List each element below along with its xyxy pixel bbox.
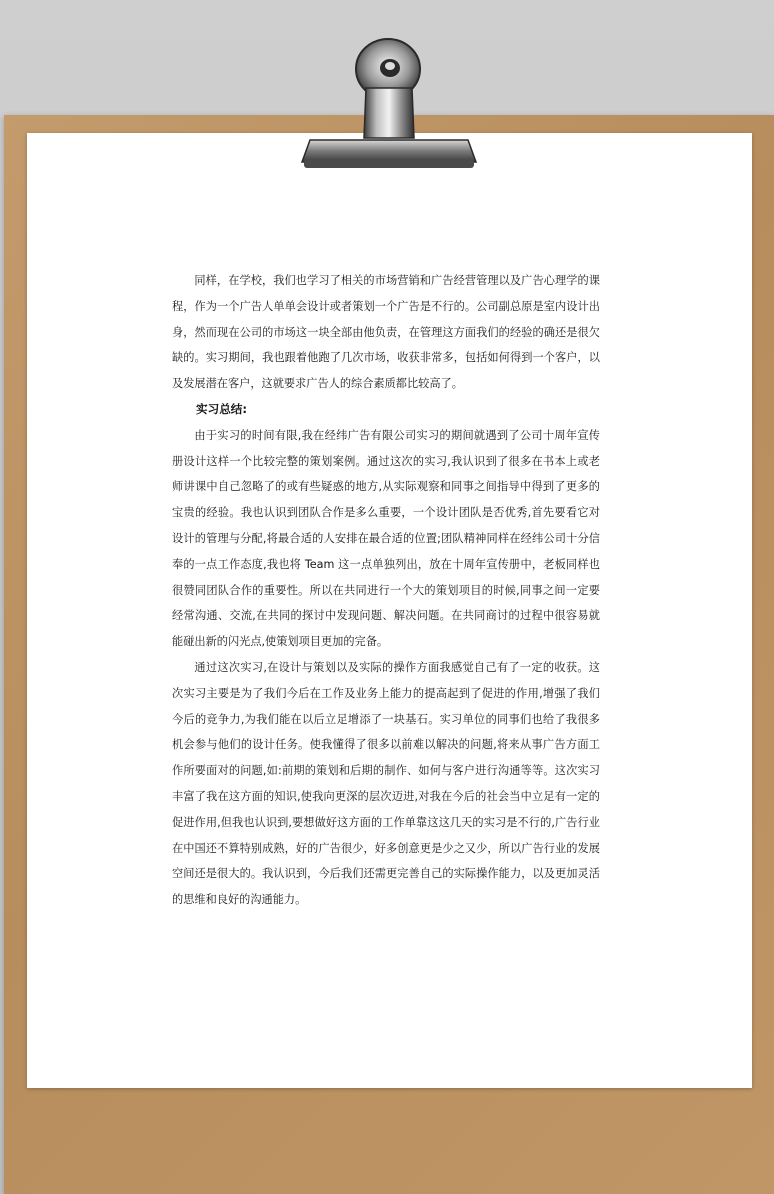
- paragraph-1: 同样，在学校，我们也学习了相关的市场营销和广告经营管理以及广告心理学的课程，作为一个广告人单单会设计或者策划一个广告是不行的。公司副总原是室内设计出身，然而现在公司的市场这一块全部由他负责，在管理这方面我们的经验的确还是很欠缺的。实习期间，我也跟着他跑了几次市场，收获非常多，包括如何得到一个客户，以及发展潜在客户，这就要求广告人的综合素质都比较高了。: [172, 274, 600, 391]
- document-body: [172, 268, 600, 913]
- paragraph-3: 通过这次实习,在设计与策划以及实际的操作方面我感觉自己有了一定的收获。这次实习主要是为了我们今后在工作及业务上能力的提高起到了促进的作用,增强了我们今后的竞争力,为我们能在以后立足增添了一块基石。实习单位的同事们也给了我很多机会参与他们的设计任务。使我懂得了很多以前难以解决的问题,将来从事广告方面工作所要面对的问题,如:前期的策划和后期的制作、如何与客户进行沟通等等。这次实习丰富了我在这方面的知识,使我向更深的层次迈进,对我在今后的社会当中立足有一定的促进作用,但我也认识到,要想做好这方面的工作单靠这这几天的实习是不行的,广告行业在中国还不算特别成熟，好的广告很少，好多创意更是少之又少，所以广告行业的发展空间还是很大的。我认识到，今后我们还需更完善自己的实际操作能力，以及更加灵活的思维和良好的沟通能力。: [172, 660, 600, 907]
- paragraph-2: 由于实习的时间有限,我在经纬广告有限公司实习的期间就遇到了公司十周年宣传册设计这样一个比较完整的策划案例。通过这次的实习,我认识到了很多在书本上或老师讲课中自己忽略了的或有些疑惑的地方,从实际观察和同事之间指导中得到了更多的宝贵的经验。我也认识到团队合作是多么重要，一个设计团队是否优秀,首先要看它对设计的管理与分配,将最合适的人安排在最合适的位置;团队精神同样在经纬公司十分信奉的一点工作态度,我也将 Team 这一点单独列出，放在十周年宣传册中，老板同样也很赞同团队合作的重要性。所以在共同进行一个大的策划项目的时候,同事之间一定要经常沟通、交流,在共同的探讨中发现问题、解决问题。在共同商讨的过程中很容易就能碰出新的闪光点,使策划项目更加的完备。: [172, 428, 600, 649]
- section-heading: 实习总结:: [196, 401, 248, 416]
- binder-clip-icon: [290, 26, 480, 176]
